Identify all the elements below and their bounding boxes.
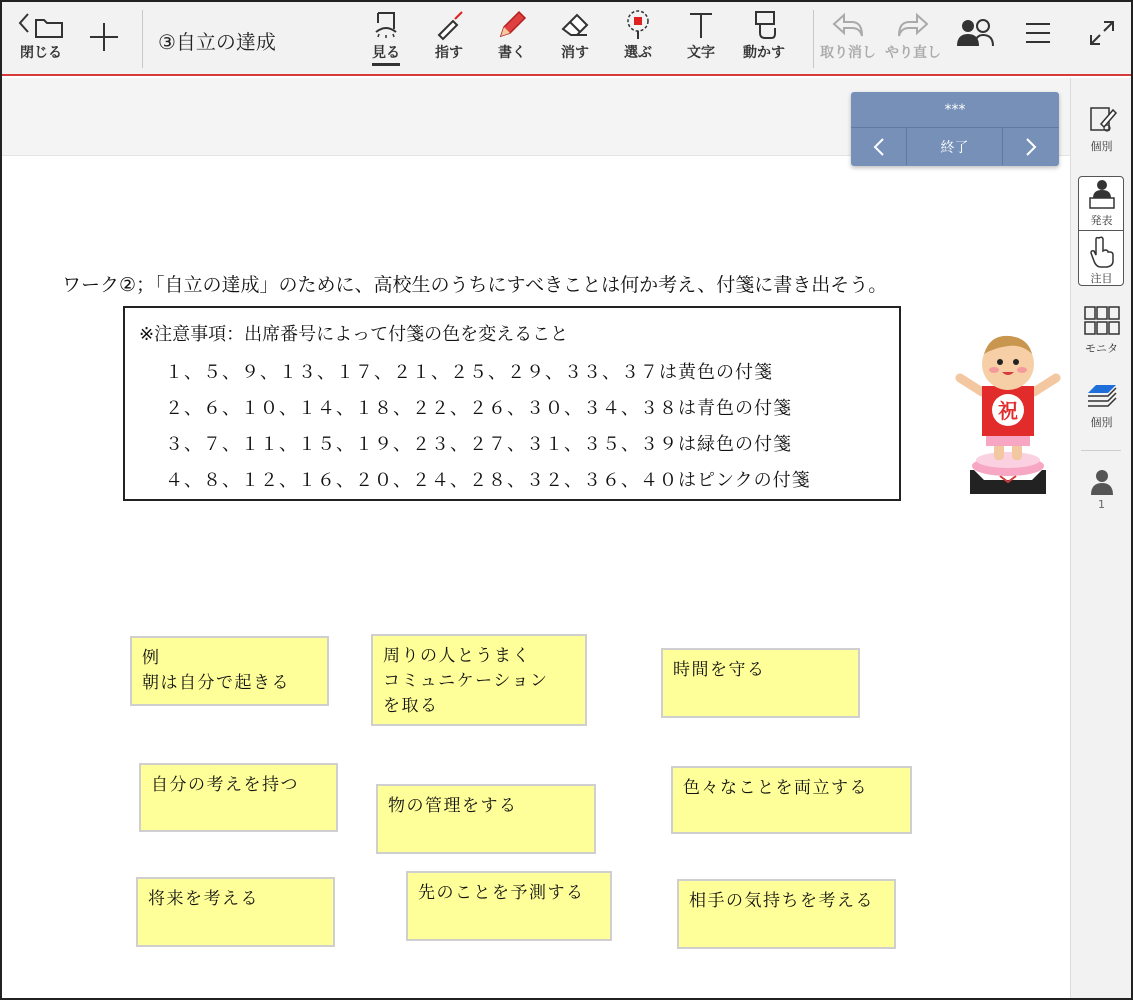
undo-label: 取り消し	[820, 45, 876, 61]
notes-line: ４、８、１２、１６、２０、２４、２８、３２、３６、４０はピンクの付箋	[165, 470, 811, 491]
redo-button[interactable]	[882, 8, 944, 70]
sticky-line: 色々なことを両立する	[683, 778, 868, 798]
notes-line: ２、６、１０、１４、１８、２２、２６、３０、３４、３８は青色の付箋	[165, 398, 792, 419]
users-icon	[955, 16, 995, 50]
tool-select-button[interactable]	[614, 8, 662, 70]
individual-layers-button[interactable]	[1071, 382, 1132, 430]
sticky-note[interactable]	[677, 879, 896, 949]
expand-icon	[1087, 16, 1117, 50]
sticky-line: 将来を考える	[148, 889, 259, 909]
undo-icon	[830, 8, 866, 42]
tool-point-button[interactable]	[425, 8, 473, 70]
sticky-note[interactable]	[139, 763, 338, 832]
tool-move-button[interactable]	[738, 8, 790, 70]
user-icon	[1089, 468, 1115, 496]
sticky-note[interactable]	[136, 877, 335, 947]
sticky-note[interactable]	[406, 871, 612, 941]
pointer-pen-icon	[433, 8, 465, 42]
sticky-note[interactable]	[376, 784, 596, 854]
text-icon	[685, 8, 717, 42]
sticky-line: 朝は自分で起きる	[142, 673, 290, 693]
present-button[interactable]	[1071, 178, 1132, 228]
sticky-line: を取る	[383, 696, 439, 716]
chevron-left-icon	[871, 137, 887, 157]
redo-icon	[895, 8, 931, 42]
tool-view-button[interactable]	[362, 8, 410, 70]
redo-label: やり直し	[885, 45, 941, 61]
monitor-grid-icon	[1083, 304, 1121, 338]
sticky-line: 相手の気持ちを考える	[689, 891, 874, 911]
hand-pointer-icon	[1087, 234, 1117, 268]
individual2-label: 個別	[1090, 416, 1113, 429]
present-focus-divider	[1078, 230, 1124, 231]
mascot-bib-text: 祝	[998, 399, 1018, 423]
eraser-icon	[559, 8, 591, 42]
notes-line: ３、７、１１、１５、１９、２３、２７、３１、３５、３９は緑色の付箋	[165, 434, 792, 455]
select-icon	[622, 8, 654, 42]
sticky-line: 自分の考えを持つ	[151, 775, 299, 795]
work-instruction: ワーク②；「自立の達成」のために、高校生のうちにすべきことは何か考え、付箋に書き出そう。	[62, 274, 888, 296]
plus-icon	[87, 20, 121, 54]
prev-page-button[interactable]	[851, 128, 907, 165]
chevron-right-icon	[1023, 137, 1039, 157]
individual-button[interactable]	[1071, 104, 1132, 154]
undo-button[interactable]	[817, 8, 879, 70]
toolbar-separator	[813, 10, 814, 68]
notes-box	[123, 306, 901, 501]
add-page-button[interactable]	[84, 20, 124, 82]
sticky-note[interactable]	[661, 648, 860, 718]
hamburger-menu-icon	[1023, 16, 1053, 50]
notes-heading: ※注意事項：出席番号によって付箋の色を変えること	[139, 324, 569, 345]
presenter-icon	[1087, 178, 1117, 210]
nav-panel-title: ***	[851, 92, 1059, 128]
tool-erase-label: 消す	[561, 45, 589, 61]
sticky-note[interactable]	[130, 636, 329, 706]
sticky-line: 先のことを予測する	[418, 883, 585, 903]
tool-write-label: 書く	[498, 45, 526, 61]
toolbar	[2, 2, 1131, 76]
tool-view-label: 見る	[372, 42, 400, 66]
notes-line: １、５、９、１３、１７、２１、２５、２９、３３、３７は黄色の付箋	[165, 362, 773, 383]
focus-label: 注目	[1090, 272, 1113, 285]
close-button[interactable]	[12, 8, 70, 70]
users-button[interactable]	[952, 16, 998, 78]
toolbar-separator	[142, 10, 143, 68]
layers-icon	[1086, 382, 1118, 412]
celebration-baby-illustration	[950, 330, 1066, 496]
tool-erase-button[interactable]	[551, 8, 599, 70]
edit-person-icon	[1087, 104, 1117, 136]
individual-label: 個別	[1090, 140, 1113, 153]
end-button[interactable]: 終了	[907, 128, 1003, 165]
close-label: 閉じる	[20, 45, 62, 61]
tool-text-label: 文字	[687, 45, 715, 61]
menu-button[interactable]	[1018, 16, 1058, 78]
page-navigation-panel	[851, 92, 1059, 166]
sticky-line: 周りの人とうまく	[383, 646, 531, 666]
sticky-line: コミュニケーション	[383, 671, 549, 691]
back-folder-icon	[16, 8, 66, 42]
sticky-line: 時間を守る	[673, 660, 766, 680]
tool-move-label: 動かす	[743, 45, 785, 61]
monitor-label: モニタ	[1085, 342, 1118, 355]
view-icon	[370, 8, 402, 42]
tool-write-button[interactable]	[488, 8, 536, 70]
sticky-note[interactable]	[371, 634, 587, 726]
tool-select-label: 選ぶ	[624, 45, 652, 61]
sticky-line: 例	[142, 648, 161, 668]
sticky-note[interactable]	[671, 766, 912, 834]
fullscreen-button[interactable]	[1082, 16, 1122, 78]
right-side-panel	[1070, 78, 1131, 998]
side-divider	[1081, 450, 1121, 451]
user-count: 1	[1098, 498, 1105, 511]
move-icon	[748, 8, 780, 42]
sticky-line: 物の管理をする	[388, 796, 518, 816]
monitor-button[interactable]	[1071, 304, 1132, 356]
present-label: 発表	[1090, 214, 1113, 227]
user-count-button[interactable]	[1071, 468, 1132, 511]
document-title: ③自立の達成	[158, 30, 276, 54]
pen-icon	[496, 8, 528, 42]
focus-button[interactable]	[1071, 234, 1132, 286]
tool-point-label: 指す	[435, 45, 463, 61]
tool-text-button[interactable]	[677, 8, 725, 70]
next-page-button[interactable]	[1003, 128, 1059, 165]
